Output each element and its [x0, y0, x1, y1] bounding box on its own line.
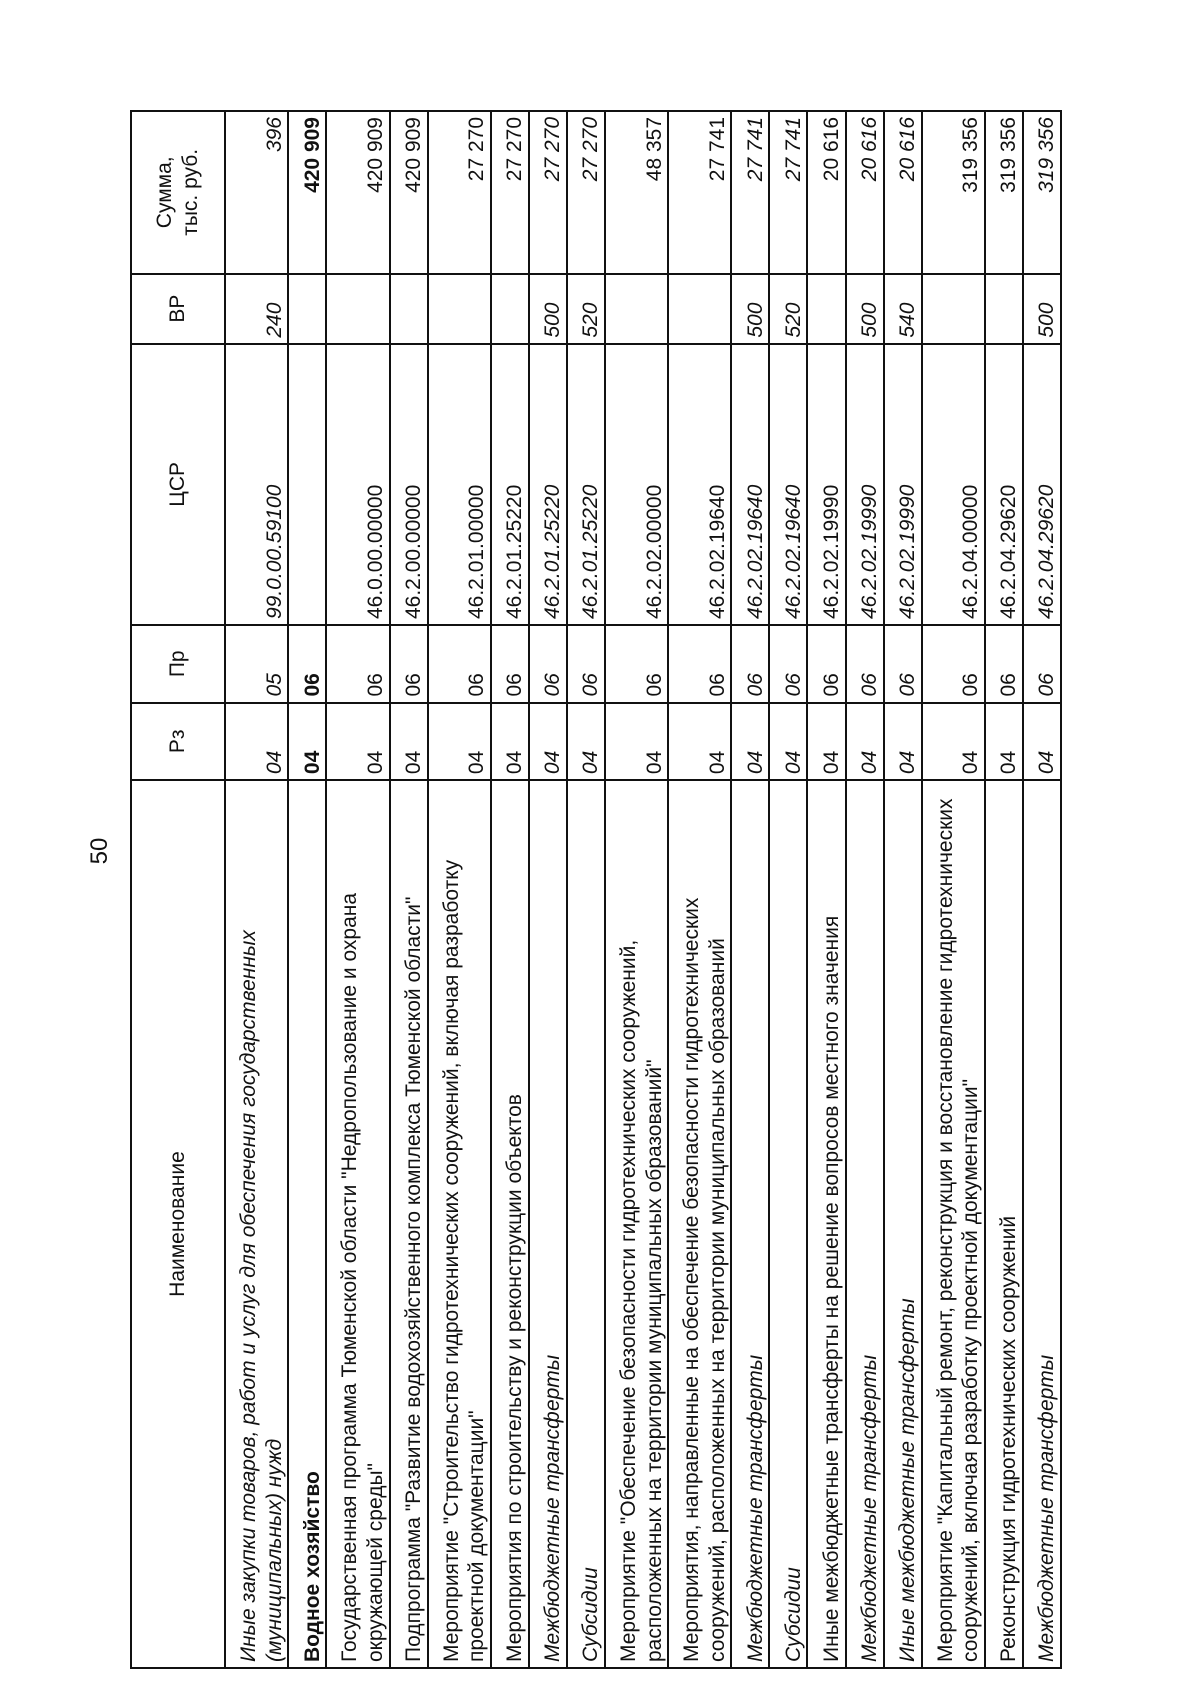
cell-csr: 46.2.02.00000: [605, 344, 668, 625]
cell-vr: [668, 274, 731, 344]
header-row: [131, 111, 225, 1668]
cell-rz: 04: [225, 703, 288, 781]
table-row: [668, 111, 731, 1668]
cell-name: Межбюджетные трансферты: [529, 780, 567, 1668]
table-row: [390, 111, 428, 1668]
cell-vr: 520: [567, 274, 605, 344]
cell-pr: 05: [225, 625, 288, 703]
cell-pr: 06: [668, 625, 731, 703]
cell-csr: 99.0.00.59100: [225, 344, 288, 625]
table-header: [131, 111, 225, 1668]
cell-pr: 06: [529, 625, 567, 703]
cell-pr: 06: [326, 625, 389, 703]
cell-pr: 06: [884, 625, 922, 703]
cell-name: Субсидии: [769, 780, 807, 1668]
cell-name: Мероприятие "Строительство гидротехнических сооружений, включая разработку проектной документации": [428, 780, 491, 1668]
cell-rz: 04: [884, 703, 922, 781]
table-row: [884, 111, 922, 1668]
cell-name: Иные межбюджетные трансферты: [884, 780, 922, 1668]
cell-name: Иные межбюджетные трансферты на решение вопросов местного значения: [807, 780, 845, 1668]
cell-name: Мероприятие "Обеспечение безопасности гидротехнических сооружений, расположенных на территории муниципальных образований": [605, 780, 668, 1668]
cell-name: Межбюджетные трансферты: [1023, 780, 1061, 1668]
cell-csr: 46.2.04.29620: [985, 344, 1023, 625]
cell-rz: 04: [731, 703, 769, 781]
cell-vr: [326, 274, 389, 344]
cell-sum: 20 616: [807, 111, 845, 274]
cell-sum: 27 270: [428, 111, 491, 274]
cell-rz: 04: [605, 703, 668, 781]
table-row: [922, 111, 985, 1668]
cell-vr: [605, 274, 668, 344]
cell-name: Субсидии: [567, 780, 605, 1668]
cell-name: Мероприятия, направленные на обеспечение безопасности гидротехнических сооружений, расположенных на территории муниципальных образований: [668, 780, 731, 1668]
cell-csr: 46.2.02.19990: [807, 344, 845, 625]
cell-rz: 04: [985, 703, 1023, 781]
cell-sum: 27 270: [567, 111, 605, 274]
cell-rz: 04: [1023, 703, 1061, 781]
table-row: [1023, 111, 1061, 1668]
cell-sum: 27 741: [668, 111, 731, 274]
table-row: [491, 111, 529, 1668]
cell-csr: 46.2.04.29620: [1023, 344, 1061, 625]
cell-csr: 46.2.01.00000: [428, 344, 491, 625]
cell-vr: [922, 274, 985, 344]
cell-pr: 06: [428, 625, 491, 703]
cell-rz: 04: [428, 703, 491, 781]
cell-rz: 04: [922, 703, 985, 781]
cell-sum: 27 270: [491, 111, 529, 274]
header-sum: [131, 111, 225, 274]
cell-rz: 04: [769, 703, 807, 781]
cell-name: Мероприятия по строительству и реконструкции объектов: [491, 780, 529, 1668]
table-row: [846, 111, 884, 1668]
cell-csr: 46.2.02.19990: [884, 344, 922, 625]
cell-pr: 06: [390, 625, 428, 703]
cell-rz: 04: [846, 703, 884, 781]
header-name: Наименование: [131, 780, 225, 1668]
cell-csr: 46.2.01.25220: [567, 344, 605, 625]
cell-rz: 04: [529, 703, 567, 781]
cell-pr: 06: [731, 625, 769, 703]
cell-sum: 20 616: [884, 111, 922, 274]
cell-pr: 06: [846, 625, 884, 703]
header-csr: ЦСР: [131, 344, 225, 625]
table-row: [288, 111, 326, 1668]
cell-vr: [390, 274, 428, 344]
cell-rz: 04: [807, 703, 845, 781]
cell-name: Мероприятие "Капитальный ремонт, реконструкция и восстановление гидротехнических сооружений, включая разработку проектной документации": [922, 780, 985, 1668]
cell-pr: 06: [807, 625, 845, 703]
cell-csr: 46.2.01.25220: [529, 344, 567, 625]
cell-name: Межбюджетные трансферты: [731, 780, 769, 1668]
cell-pr: 06: [567, 625, 605, 703]
cell-sum: 420 909: [390, 111, 428, 274]
cell-name: Государственная программа Тюменской области "Недропользование и охрана окружающей среды": [326, 780, 389, 1668]
cell-name: Водное хозяйство: [288, 780, 326, 1668]
cell-pr: 06: [1023, 625, 1061, 703]
cell-pr: 06: [288, 625, 326, 703]
cell-rz: 04: [491, 703, 529, 781]
cell-pr: 06: [605, 625, 668, 703]
table-row: [225, 111, 288, 1668]
cell-rz: 04: [390, 703, 428, 781]
cell-sum: 420 909: [288, 111, 326, 274]
cell-csr: 46.2.04.00000: [922, 344, 985, 625]
cell-rz: 04: [326, 703, 389, 781]
cell-rz: 04: [288, 703, 326, 781]
cell-vr: 540: [884, 274, 922, 344]
table-row: [567, 111, 605, 1668]
page-number: 50: [86, 837, 113, 865]
cell-sum: 27 741: [731, 111, 769, 274]
table-body: [225, 111, 1061, 1668]
cell-sum: 27 741: [769, 111, 807, 274]
table-row: [605, 111, 668, 1668]
cell-pr: 06: [491, 625, 529, 703]
table-row: [326, 111, 389, 1668]
cell-name: Иные закупки товаров, работ и услуг для обеспечения государственных (муниципальных) нужд: [225, 780, 288, 1668]
cell-csr: 46.2.00.00000: [390, 344, 428, 625]
cell-vr: 240: [225, 274, 288, 344]
cell-sum: 48 357: [605, 111, 668, 274]
cell-pr: 06: [985, 625, 1023, 703]
cell-sum: 319 356: [922, 111, 985, 274]
header-sum-line1: Сумма,: [153, 156, 177, 229]
cell-csr: 46.2.02.19640: [731, 344, 769, 625]
cell-sum: 420 909: [326, 111, 389, 274]
cell-csr: 46.2.02.19990: [846, 344, 884, 625]
cell-sum: 319 356: [1023, 111, 1061, 274]
cell-vr: [288, 274, 326, 344]
cell-name: Межбюджетные трансферты: [846, 780, 884, 1668]
cell-vr: [491, 274, 529, 344]
cell-csr: 46.2.02.19640: [668, 344, 731, 625]
header-vr: ВР: [131, 274, 225, 344]
cell-rz: 04: [668, 703, 731, 781]
table-row: [807, 111, 845, 1668]
header-sum-line2: тыс. руб.: [179, 148, 202, 236]
budget-table: [130, 110, 1062, 1669]
cell-pr: 06: [922, 625, 985, 703]
cell-vr: 500: [846, 274, 884, 344]
header-pr: Пр: [131, 625, 225, 703]
cell-rz: 04: [567, 703, 605, 781]
table-row: [428, 111, 491, 1668]
header-rz: Рз: [131, 703, 225, 781]
cell-csr: 46.2.01.25220: [491, 344, 529, 625]
cell-vr: [807, 274, 845, 344]
cell-vr: 500: [1023, 274, 1061, 344]
cell-csr: [288, 344, 326, 625]
cell-vr: 520: [769, 274, 807, 344]
cell-sum: 396: [225, 111, 288, 274]
cell-vr: [985, 274, 1023, 344]
cell-sum: 20 616: [846, 111, 884, 274]
table-row: [731, 111, 769, 1668]
table-row: [769, 111, 807, 1668]
cell-vr: 500: [731, 274, 769, 344]
cell-name: Подпрограмма "Развитие водохозяйственного комплекса Тюменской области": [390, 780, 428, 1668]
cell-pr: 06: [769, 625, 807, 703]
table-row: [529, 111, 567, 1668]
cell-name: Реконструкция гидротехнических сооружений: [985, 780, 1023, 1668]
cell-sum: 27 270: [529, 111, 567, 274]
cell-csr: 46.2.02.19640: [769, 344, 807, 625]
cell-sum: 319 356: [985, 111, 1023, 274]
cell-vr: [428, 274, 491, 344]
table-row: [985, 111, 1023, 1668]
cell-vr: 500: [529, 274, 567, 344]
cell-csr: 46.0.00.00000: [326, 344, 389, 625]
